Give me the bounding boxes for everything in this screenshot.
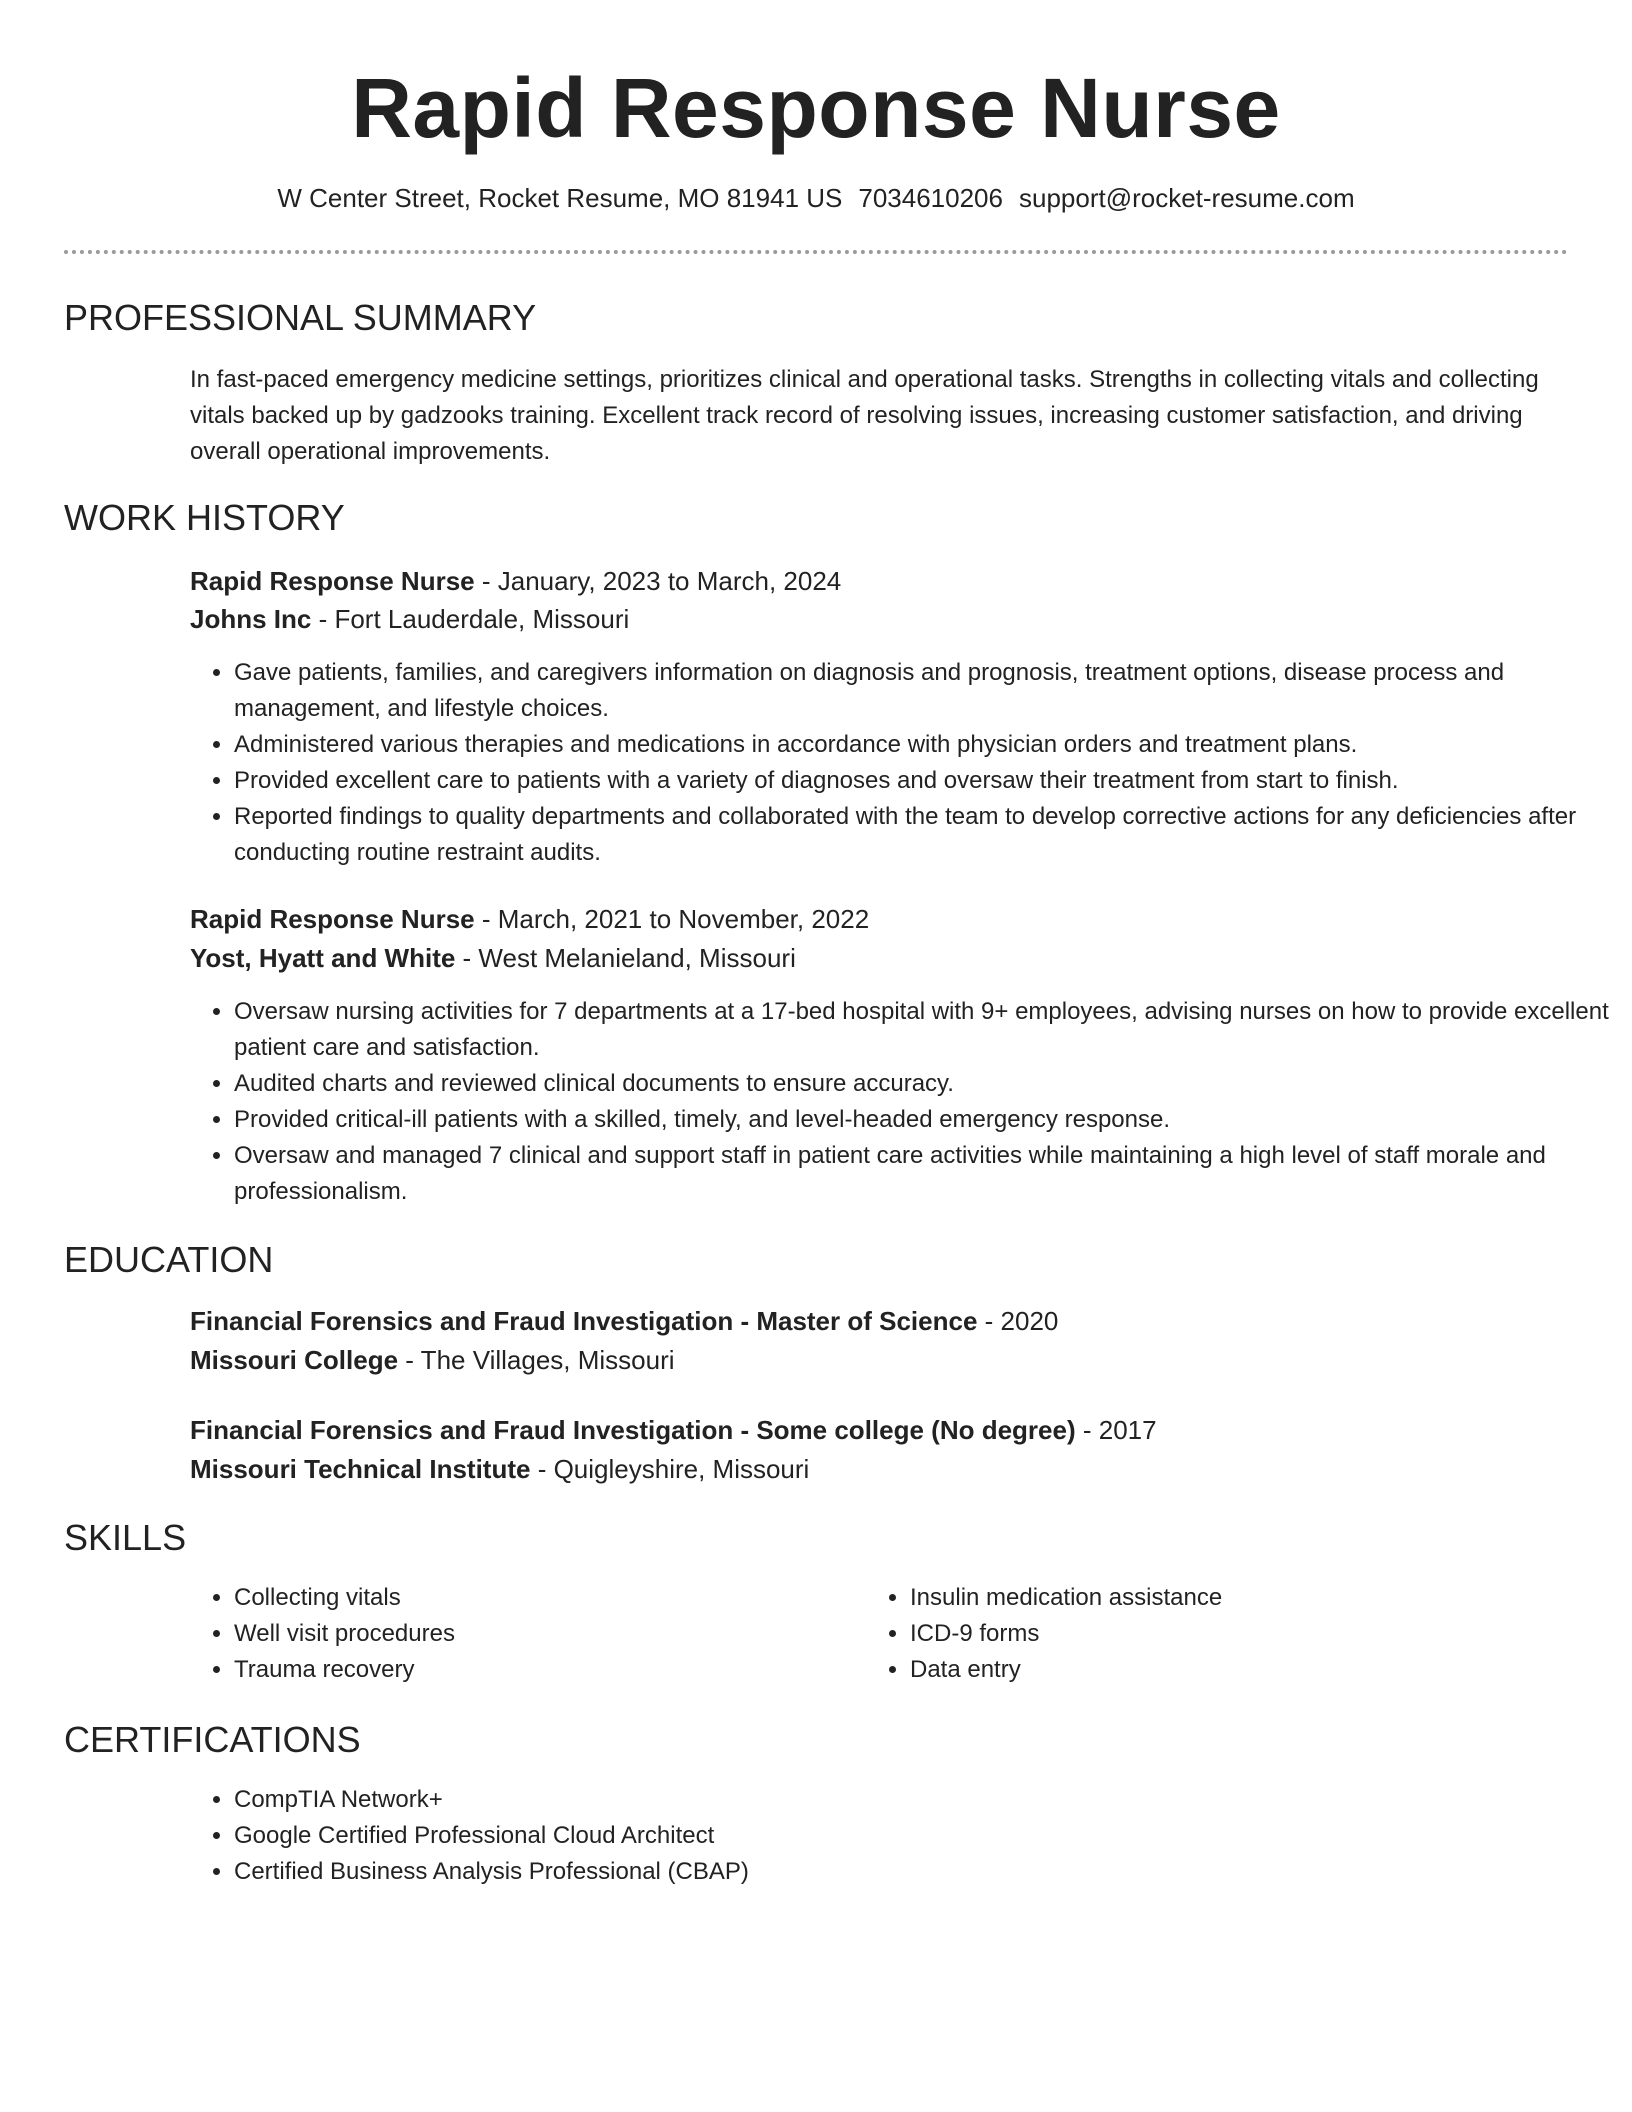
education-1-location: - The Villages, Missouri — [398, 1345, 675, 1375]
education-1-degree: Financial Forensics and Fraud Investigation - Master of Science — [190, 1306, 978, 1336]
section-title-certifications: CERTIFICATIONS — [64, 1719, 361, 1760]
section-title-education: EDUCATION — [64, 1239, 274, 1280]
section-title-work-history: WORK HISTORY — [64, 497, 345, 538]
job-1-company: Johns Inc — [190, 604, 312, 634]
list-item: • Well visit procedures — [234, 1616, 854, 1652]
job-1-company-line — [190, 600, 1570, 638]
education-2-year: - 2017 — [1075, 1415, 1157, 1445]
contact-phone: 7034610206 — [858, 183, 1003, 213]
job-1-role: Rapid Response Nurse — [190, 566, 475, 596]
job-2-title-line — [190, 900, 1570, 938]
list-item: • Gave patients, families, and caregivers information on diagnosis and prognosis, treatment options, disease process and management, and lifestyle choices. — [234, 655, 1614, 727]
job-2-bullets — [190, 994, 1614, 1210]
list-item: • Provided critical-ill patients with a skilled, timely, and level-headed emergency response. — [234, 1102, 1614, 1138]
education-2-school: Missouri Technical Institute — [190, 1454, 531, 1484]
job-1-bullets — [190, 655, 1614, 871]
list-item: • Oversaw and managed 7 clinical and support staff in patient care activities while maintaining a high level of staff morale and professionalism. — [234, 1138, 1614, 1210]
education-1-year: - 2020 — [977, 1306, 1059, 1336]
list-item: • Collecting vitals — [234, 1580, 854, 1616]
list-item: • Administered various therapies and medications in accordance with physician orders and treatment plans. — [234, 727, 1614, 763]
contact-address: W Center Street, Rocket Resume, MO 81941 US — [277, 183, 843, 213]
job-2-location: - West Melanieland, Missouri — [455, 943, 796, 973]
contact-line — [0, 178, 1632, 218]
list-item: • ICD-9 forms — [910, 1616, 1570, 1652]
skills-left-list — [190, 1580, 854, 1688]
summary-text: In fast-paced emergency medicine settings, prioritizes clinical and operational tasks. Strengths in collecting vitals and collecting vitals backed up by gadzooks training. Excellent track record of resolving issues, increasing customer satisfaction, and driving overall operational improvements. — [190, 366, 1539, 465]
job-2-company-line — [190, 939, 1570, 977]
list-item: • Certified Business Analysis Professional (CBAP) — [234, 1854, 1614, 1890]
job-1-dates: - January, 2023 to March, 2024 — [474, 566, 842, 596]
job-2-dates: - March, 2021 to November, 2022 — [474, 904, 870, 934]
job-2-company: Yost, Hyatt and White — [190, 943, 456, 973]
list-item: • CompTIA Network+ — [234, 1782, 1614, 1818]
list-item: • Google Certified Professional Cloud Architect — [234, 1818, 1614, 1854]
education-1-school: Missouri College — [190, 1345, 399, 1375]
skills-right-list — [866, 1580, 1570, 1688]
education-2-location: - Quigleyshire, Missouri — [530, 1454, 810, 1484]
list-item: • Audited charts and reviewed clinical documents to ensure accuracy. — [234, 1066, 1614, 1102]
list-item: • Trauma recovery — [234, 1652, 854, 1688]
job-1-title-line — [190, 562, 1570, 600]
list-item: • Oversaw nursing activities for 7 departments at a 17-bed hospital with 9+ employees, advising nurses on how to provide excellent patient care and satisfaction. — [234, 994, 1614, 1066]
job-1-location: - Fort Lauderdale, Missouri — [311, 604, 630, 634]
certifications-list — [190, 1782, 1614, 1890]
education-2-school-line — [190, 1450, 1570, 1488]
candidate-name: Rapid Response Nurse — [351, 61, 1281, 155]
list-item: • Reported findings to quality departments and collaborated with the team to develop corrective actions for any deficiencies after conducting routine restraint audits. — [234, 799, 1614, 871]
education-1-degree-line — [190, 1302, 1570, 1340]
contact-email: support@rocket-resume.com — [1018, 183, 1355, 213]
education-2-degree-line — [190, 1411, 1570, 1449]
header-divider — [64, 250, 1568, 254]
education-2-degree: Financial Forensics and Fraud Investigation - Some college (No degree) — [190, 1415, 1076, 1445]
section-title-summary: PROFESSIONAL SUMMARY — [64, 297, 537, 338]
list-item: • Data entry — [910, 1652, 1570, 1688]
job-2-role: Rapid Response Nurse — [190, 904, 475, 934]
section-title-skills: SKILLS — [64, 1517, 187, 1558]
list-item: • Provided excellent care to patients with a variety of diagnoses and oversaw their treatment from start to finish. — [234, 763, 1614, 799]
education-1-school-line — [190, 1341, 1570, 1379]
list-item: • Insulin medication assistance — [910, 1580, 1570, 1616]
